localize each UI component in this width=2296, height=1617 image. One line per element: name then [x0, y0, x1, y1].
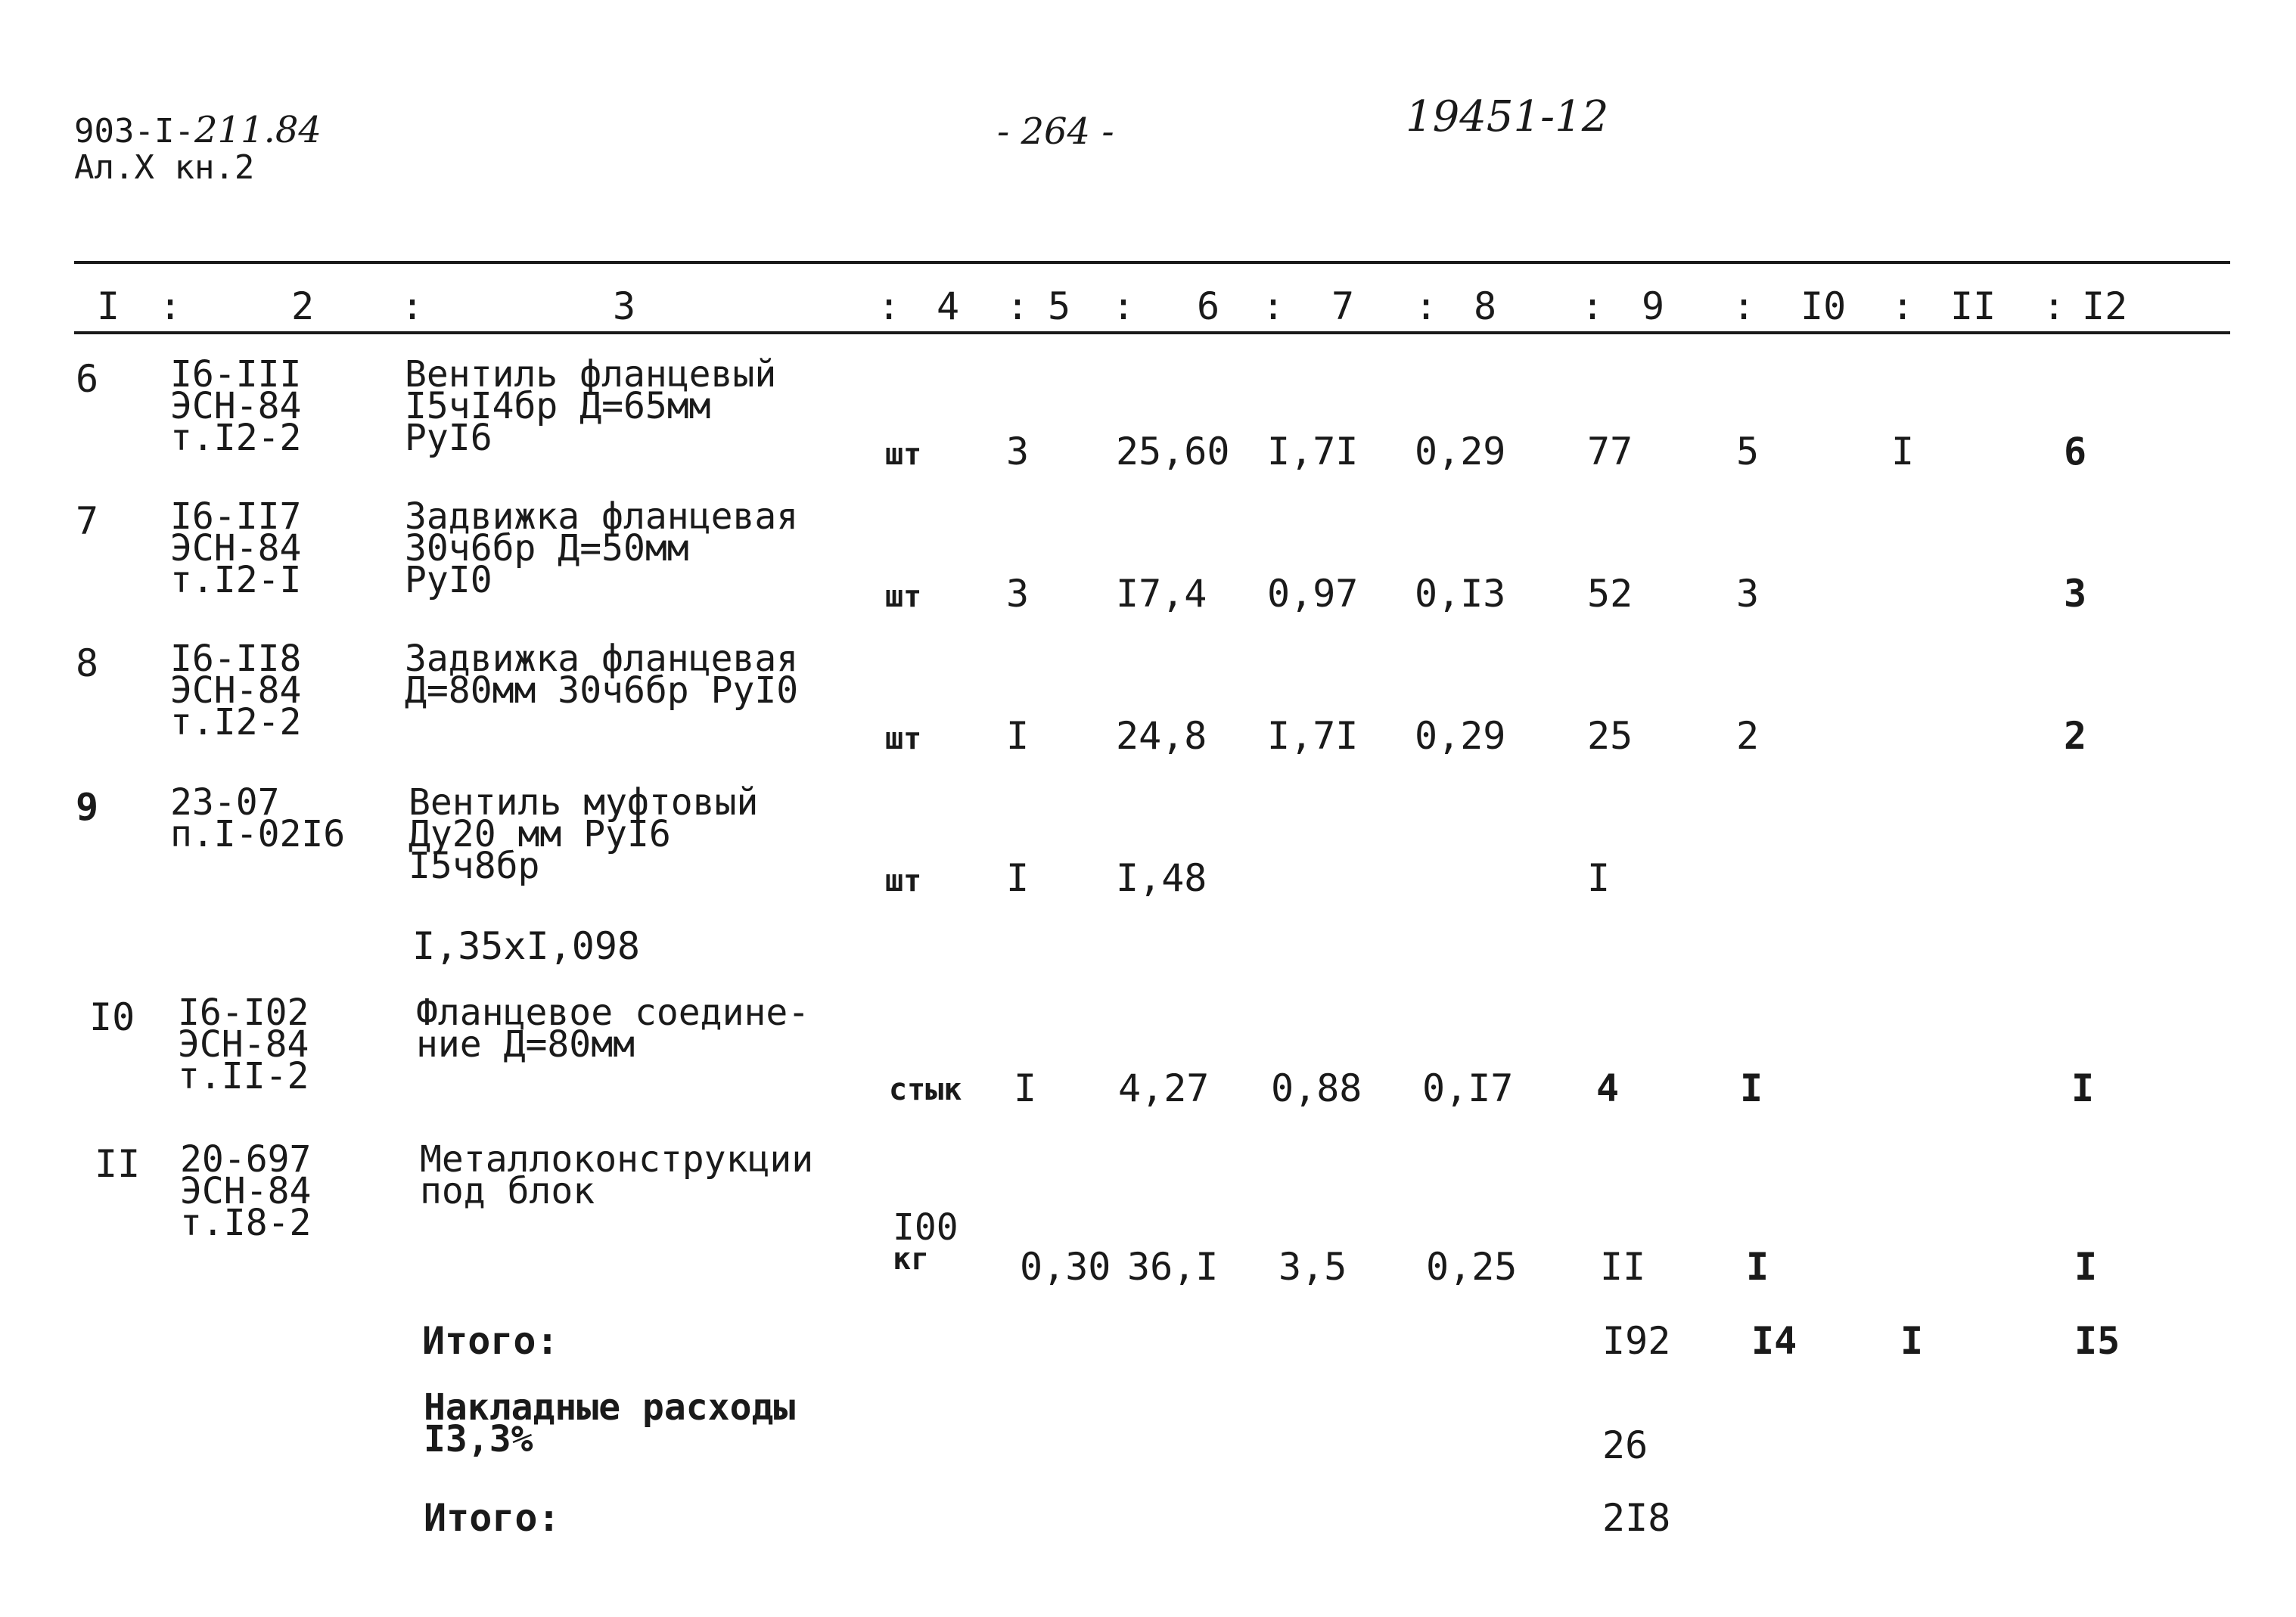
cell-col6: 36,I — [1127, 1245, 1219, 1289]
column-separator: : — [1581, 284, 1605, 328]
column-header: 6 — [1197, 284, 1220, 328]
cell-col10: I — [1746, 1245, 1769, 1289]
cell-col6: I,48 — [1116, 856, 1207, 900]
column-separator: : — [878, 284, 901, 328]
item-name: Металлоконструкции под блок — [420, 1138, 814, 1212]
row-number: II — [95, 1142, 141, 1186]
cell-col12: 3 — [2064, 572, 2087, 616]
column-header: 2 — [291, 284, 315, 328]
cell-col6: 24,8 — [1116, 714, 1207, 758]
column-header: 9 — [1642, 284, 1665, 328]
row-number: I0 — [89, 995, 135, 1039]
cell-col8: 0,29 — [1415, 430, 1506, 473]
column-separator: : — [1415, 284, 1438, 328]
total-label: Итого: — [422, 1319, 559, 1363]
total-col9: I92 — [1602, 1319, 1671, 1363]
column-header: 8 — [1474, 284, 1497, 328]
cell-col7: I,7I — [1267, 714, 1359, 758]
column-separator: : — [401, 284, 424, 328]
item-name: Вентиль фланцевый I5чI4бр Д=65мм РуI6 — [405, 353, 777, 459]
item-name: Вентиль муфтовый Ду20 мм РуI6 I5ч8бр — [409, 781, 759, 887]
row-number: 8 — [76, 641, 99, 685]
column-separator: : — [1732, 284, 1756, 328]
unit: I00 кг — [893, 1206, 958, 1277]
column-separator: : — [1262, 284, 1285, 328]
unit: стык — [889, 1072, 962, 1107]
column-separator: : — [1112, 284, 1136, 328]
column-separator: : — [2043, 284, 2066, 328]
document-code-print: 903-I- — [74, 112, 194, 151]
cell-col10: 5 — [1736, 430, 1760, 473]
norm-code: I6-II8 ЭСН-84 т.I2-2 — [170, 638, 302, 743]
cell-quantity: I — [1006, 714, 1030, 758]
overhead-col9: 26 — [1602, 1423, 1648, 1467]
cell-col8: 0,I7 — [1422, 1066, 1514, 1110]
column-header: 3 — [613, 284, 636, 328]
cell-col6: I7,4 — [1116, 572, 1207, 616]
cell-col9: 4 — [1596, 1066, 1620, 1110]
item-name: Фланцевое соедине- ние Д=80мм — [416, 992, 810, 1066]
document-code-handwritten: 211.84 — [194, 109, 322, 151]
cell-quantity: 3 — [1006, 430, 1030, 473]
cell-col8: 0,I3 — [1415, 572, 1506, 616]
grand-total-label: Итого: — [424, 1496, 561, 1540]
norm-code: I6-III ЭСН-84 т.I2-2 — [170, 353, 302, 459]
column-header: 4 — [937, 284, 960, 328]
norm-code: I6-II7 ЭСН-84 т.I2-I — [170, 495, 302, 601]
cell-col12: 6 — [2064, 430, 2087, 473]
row-number: 6 — [76, 357, 99, 401]
cell-col7: 0,97 — [1267, 572, 1359, 616]
column-header: II — [1950, 284, 1996, 328]
album-label: Ал.Х кн.2 — [74, 148, 255, 187]
cell-col6: 4,27 — [1118, 1066, 1210, 1110]
unit: шт — [885, 579, 922, 614]
cell-col6: 25,60 — [1116, 430, 1230, 473]
norm-code: I6-I02 ЭСН-84 т.II-2 — [178, 992, 309, 1097]
cell-quantity: 0,30 — [1020, 1245, 1111, 1289]
cell-col10: 2 — [1736, 714, 1760, 758]
norm-code: 20-697 ЭСН-84 т.I8-2 — [180, 1138, 312, 1244]
unit: шт — [885, 437, 922, 472]
cell-col8: 0,29 — [1415, 714, 1506, 758]
cell-col12: I — [2074, 1245, 2098, 1289]
norm-code: 23-07 п.I-02I6 — [170, 781, 346, 855]
cell-col8: 0,25 — [1426, 1245, 1518, 1289]
cell-col10: I — [1740, 1066, 1763, 1110]
cell-quantity: I — [1014, 1066, 1037, 1110]
overhead-label: Накладные расходы I3,3% — [424, 1386, 796, 1460]
formula-note: I,35xI,098 — [412, 924, 641, 968]
column-header: I0 — [1800, 284, 1847, 328]
cell-col11: I — [1891, 430, 1915, 473]
document-code — [74, 109, 322, 151]
row-number: 9 — [76, 785, 99, 829]
table-header-rule — [74, 331, 2230, 334]
column-header: I — [97, 284, 120, 328]
grand-total-col9: 2I8 — [1602, 1496, 1671, 1540]
item-name: Задвижка фланцевая 30ч6бр Д=50мм РуI0 — [405, 495, 799, 601]
row-number: 7 — [76, 499, 99, 543]
cell-col9: II — [1600, 1245, 1646, 1289]
unit: шт — [885, 864, 922, 899]
item-name: Задвижка фланцевая Д=80мм 30ч6бр РуI0 — [405, 638, 799, 712]
cell-col10: 3 — [1736, 572, 1760, 616]
cell-col12: 2 — [2064, 714, 2087, 758]
table-top-rule — [74, 261, 2230, 264]
column-header: 7 — [1331, 284, 1355, 328]
cell-col12: I — [2071, 1066, 2095, 1110]
column-separator: : — [159, 284, 182, 328]
column-separator: : — [1006, 284, 1030, 328]
cell-col9: 52 — [1587, 572, 1633, 616]
cell-col7: 3,5 — [1278, 1245, 1347, 1289]
column-separator: : — [1891, 284, 1915, 328]
cell-col9: I — [1587, 856, 1611, 900]
column-header: I2 — [2082, 284, 2128, 328]
total-col12: I5 — [2074, 1319, 2120, 1363]
cell-col9: 25 — [1587, 714, 1633, 758]
cell-col9: 77 — [1587, 430, 1633, 473]
total-col10: I4 — [1751, 1319, 1797, 1363]
reference-number: 19451-12 — [1406, 92, 1609, 141]
cell-quantity: I — [1006, 856, 1030, 900]
cell-col7: 0,88 — [1271, 1066, 1362, 1110]
cell-col7: I,7I — [1267, 430, 1359, 473]
page-number: - 264 - — [997, 110, 1114, 153]
column-header: 5 — [1048, 284, 1071, 328]
unit: шт — [885, 722, 922, 756]
cell-quantity: 3 — [1006, 572, 1030, 616]
total-col11: I — [1900, 1319, 1924, 1363]
